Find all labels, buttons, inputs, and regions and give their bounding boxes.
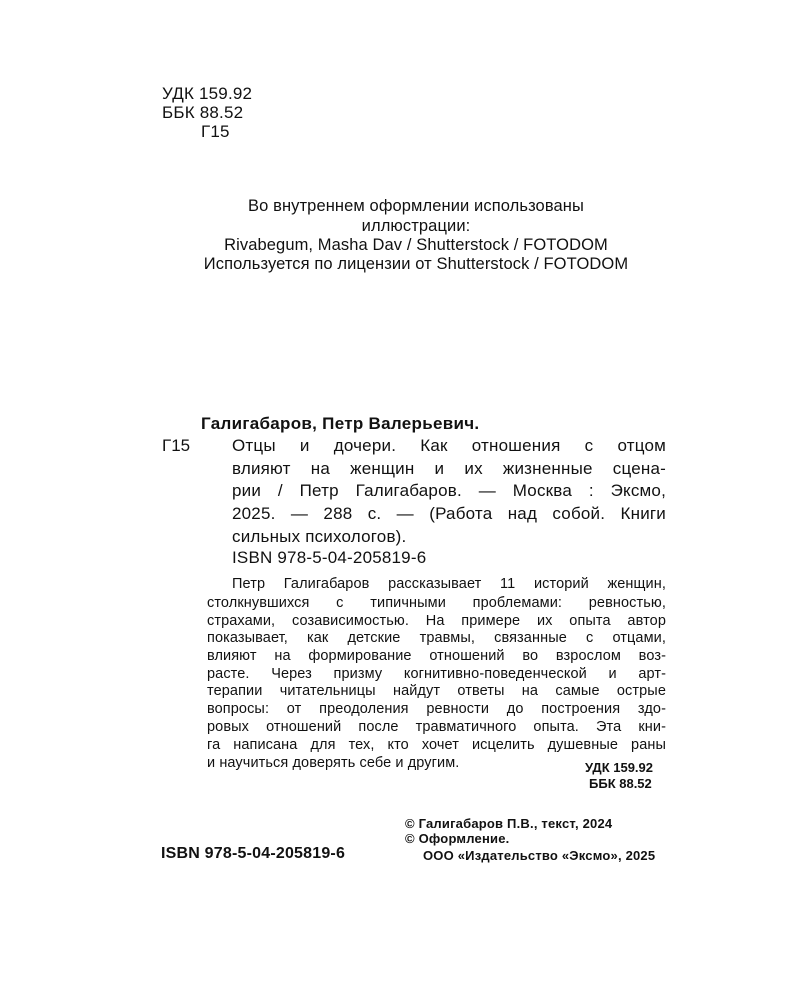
catalog-description-line: влияют на женщин и их жизненные сцена- [232, 459, 666, 478]
catalog-isbn: ISBN 978-5-04-205819-6 [232, 548, 427, 567]
annotation-line: терапии читательницы найдут ответы на самые острые [207, 683, 666, 699]
annotation-line: вопросы: от преодоления ревности до построения здо- [207, 701, 666, 717]
annotation-line: Петр Галигабаров рассказывает 11 историй женщин, [232, 576, 666, 592]
annotation-line: га написана для тех, кто хочет исцелить душевные раны [207, 737, 666, 753]
catalog-description-line: 2025. — 288 с. — (Работа над собой. Книги [232, 504, 666, 523]
catalog-author: Галигабаров, Петр Валерьевич. [201, 414, 480, 433]
annotation-line: влияют на формирование отношений во взрослом воз- [207, 648, 666, 664]
copyright-publisher: ООО «Издательство «Эксмо», 2025 [423, 848, 656, 863]
footer-isbn: ISBN 978-5-04-205819-6 [161, 845, 346, 862]
credits-line: Rivabegum, Masha Dav / Shutterstock / FOTODOM [224, 236, 608, 254]
catalog-description-line: Отцы и дочери. Как отношения с отцом [232, 436, 666, 455]
annotation-line: расте. Через призму когнитивно-поведенческой и арт- [207, 666, 666, 682]
annotation-line: страхами, созависимостью. На примере их опыта автор [207, 613, 666, 629]
catalog-description-line: сильных психологов). [232, 527, 407, 546]
bbk-code-small: ББК 88.52 [589, 776, 652, 791]
udk-code: УДК 159.92 [162, 84, 253, 103]
annotation-line: столкнувшихся с типичными проблемами: ревностью, [207, 595, 666, 611]
credits-line: иллюстрации: [361, 217, 471, 235]
catalog-description-line: рии / Петр Галигабаров. — Москва : Эксмо, [232, 481, 666, 500]
copyright-design: © Оформление. [405, 831, 510, 846]
author-mark: Г15 [201, 122, 230, 141]
annotation-line: и научиться доверять себе и другим. [207, 755, 460, 771]
annotation-line: показывает, как детские травмы, связанные с отцами, [207, 630, 666, 646]
annotation-line: ровых отношений после травматичного опыта. Эта кни- [207, 719, 666, 735]
bbk-code: ББК 88.52 [162, 103, 244, 122]
catalog-author-mark: Г15 [162, 436, 191, 455]
credits-line: Во внутреннем оформлении использованы [248, 197, 584, 215]
copyright-text: © Галигабаров П.В., текст, 2024 [405, 816, 613, 831]
credits-line: Используется по лицензии от Shutterstock / FOTODOM [203, 255, 629, 273]
udk-code-small: УДК 159.92 [585, 760, 653, 775]
